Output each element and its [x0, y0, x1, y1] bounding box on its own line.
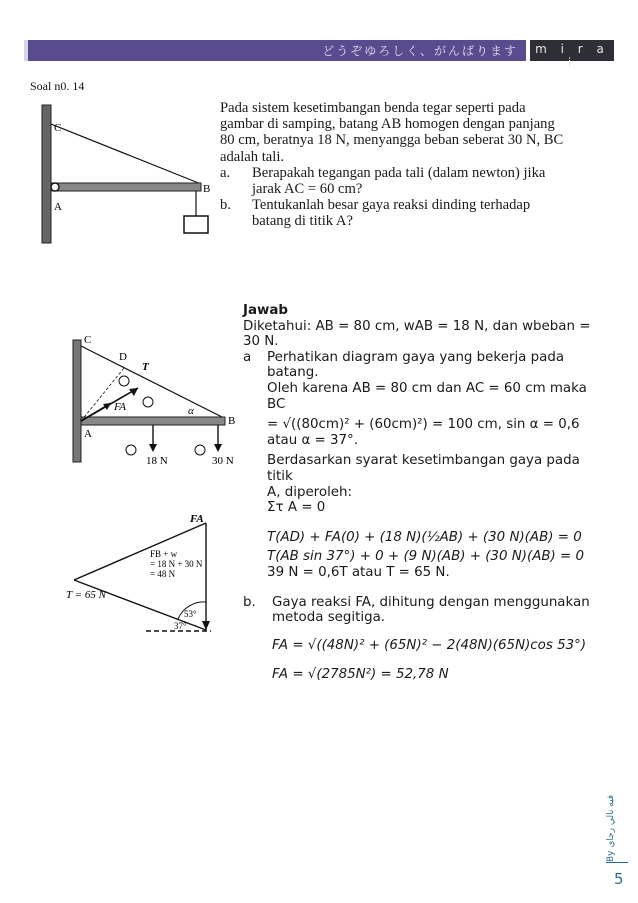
fig2-label-t: T	[142, 361, 149, 373]
figure-2-force-diagram	[66, 328, 246, 468]
answer-b-line: metoda segitiga.	[272, 610, 386, 626]
question-b-line: batang di titik A?	[252, 213, 353, 230]
question-b-line: Tentukanlah besar gaya reaksi dinding terhadap	[252, 197, 531, 214]
figure-3-force-triangle	[66, 505, 246, 640]
fig3-sum-line: = 18 N + 30 N	[150, 559, 203, 569]
fig3-label-t: T = 65 N	[66, 589, 106, 601]
fa-formula-1: FA = √((48N)² + (65N)² − 2(48N)(65N)cos 53°)	[272, 637, 587, 653]
fig2-label-d: D	[119, 351, 127, 363]
fig3-angle-37: 37°	[174, 621, 187, 631]
question-intro-line: adalah tali.	[220, 148, 285, 165]
hinge-a	[51, 183, 59, 191]
weight-arrowhead-2	[214, 444, 222, 452]
fig1-label-b: B	[203, 183, 211, 195]
question-intro-line: 80 cm, beratnya 18 N, menyangga beban seberat 30 N, BC	[220, 132, 564, 149]
fig3-angle-53: 53°	[184, 609, 197, 619]
weight-arrowhead-1	[149, 444, 157, 452]
wall	[42, 105, 51, 243]
question-a-marker: a.	[220, 164, 231, 181]
fig3-sum-line: FB + w	[150, 549, 178, 559]
wall	[73, 340, 81, 462]
beam-ab	[51, 183, 201, 191]
soal-label: Soal n0. 14	[30, 79, 85, 93]
fig1-label-c: C	[54, 122, 62, 134]
answer-b	[243, 595, 605, 683]
torque-line-2: T(AB sin 37°) + 0 + (9 N)(AB) + (30 N)(AB) = 0	[267, 549, 585, 565]
side-author-text	[604, 740, 624, 865]
rope-bc	[51, 124, 201, 184]
torque-line-3: 39 N = 0,6T atau T = 65 N.	[267, 564, 450, 580]
answer-b-line: Gaya reaksi FA, dihitung dengan menggunakan	[272, 594, 590, 610]
fig2-label-alpha: α	[188, 405, 194, 417]
question-intro-line: gambar di samping, batang AB homogen dengan panjang	[220, 116, 555, 133]
question-block	[220, 100, 605, 230]
answer-a-content	[267, 350, 605, 581]
header-brand-box	[530, 40, 614, 70]
figure-1-diagram	[34, 100, 224, 245]
bc-formula: = √((80cm)² + (60cm)²) = 100 cm, sin α = 0,6 atau α = 37°.	[267, 417, 580, 448]
header-brand: m i r a i	[535, 42, 609, 70]
answer-a-line: Oleh karena AB = 80 cm dan AC = 60 cm maka BC	[267, 380, 587, 412]
answer-a	[243, 350, 605, 581]
beam-ab	[81, 417, 225, 425]
header-banner	[24, 40, 526, 61]
answer-eq-line: Berdasarkan syarat kesetimbangan gaya pada titik	[267, 453, 580, 484]
fig2-load-30n: 30 N	[212, 455, 234, 467]
question-b	[220, 197, 605, 229]
answer-a-marker: a	[243, 349, 252, 365]
side-author-label: By فيه نالي رجاي	[606, 794, 616, 862]
question-b-text	[252, 197, 530, 229]
load-block	[184, 216, 208, 233]
answer-heading: Jawab	[243, 303, 289, 318]
question-a-line: Berapakah tegangan pada tali (dalam newton) jika	[252, 164, 546, 181]
answer-b-marker: b.	[243, 594, 256, 610]
fig3-sum-line: = 48 N	[150, 569, 176, 579]
sum-tau: Στ A = 0	[267, 500, 326, 516]
moment-symbol	[126, 445, 136, 455]
question-intro-line: Pada sistem kesetimbangan benda tegar seperti pada	[220, 100, 526, 116]
moment-symbol	[143, 397, 153, 407]
answer-eq-line: A, diperoleh:	[267, 484, 353, 500]
question-a-text	[252, 165, 545, 197]
question-a	[220, 165, 605, 197]
torque-line-1: T(AD) + FA(0) + (18 N)(½AB) + (30 N)(AB) = 0	[267, 529, 582, 545]
page-number: 5	[614, 870, 624, 888]
moment-symbol	[195, 445, 205, 455]
moment-symbol	[119, 376, 129, 386]
answer-block	[243, 303, 605, 683]
fig2-label-fa: FA	[114, 401, 127, 413]
fig1-label-a: A	[54, 201, 62, 213]
answer-b-content	[272, 595, 590, 683]
fig2-label-b: B	[228, 415, 236, 427]
lever-arm-ad	[81, 368, 127, 421]
fig2-load-18n: 18 N	[146, 455, 168, 467]
question-b-marker: b.	[220, 197, 231, 214]
fa-formula-2: FA = √(2785N²) = 52,78 N	[272, 667, 449, 683]
fig2-label-c: C	[84, 334, 92, 346]
tension-side	[74, 523, 206, 580]
fig3-label-fa: FA	[190, 513, 204, 525]
question-a-line: jarak AC = 60 cm?	[252, 181, 363, 198]
answer-a-line: Perhatikan diagram gaya yang bekerja pada batang.	[267, 349, 565, 381]
answer-given: Diketahui: AB = 80 cm, wAB = 18 N, dan wbeban = 30 N.	[243, 318, 591, 350]
fig2-label-a: A	[84, 428, 92, 440]
header-tagline: どうぞゆろしく、がんばります	[322, 44, 518, 58]
footer-divider	[606, 862, 628, 863]
